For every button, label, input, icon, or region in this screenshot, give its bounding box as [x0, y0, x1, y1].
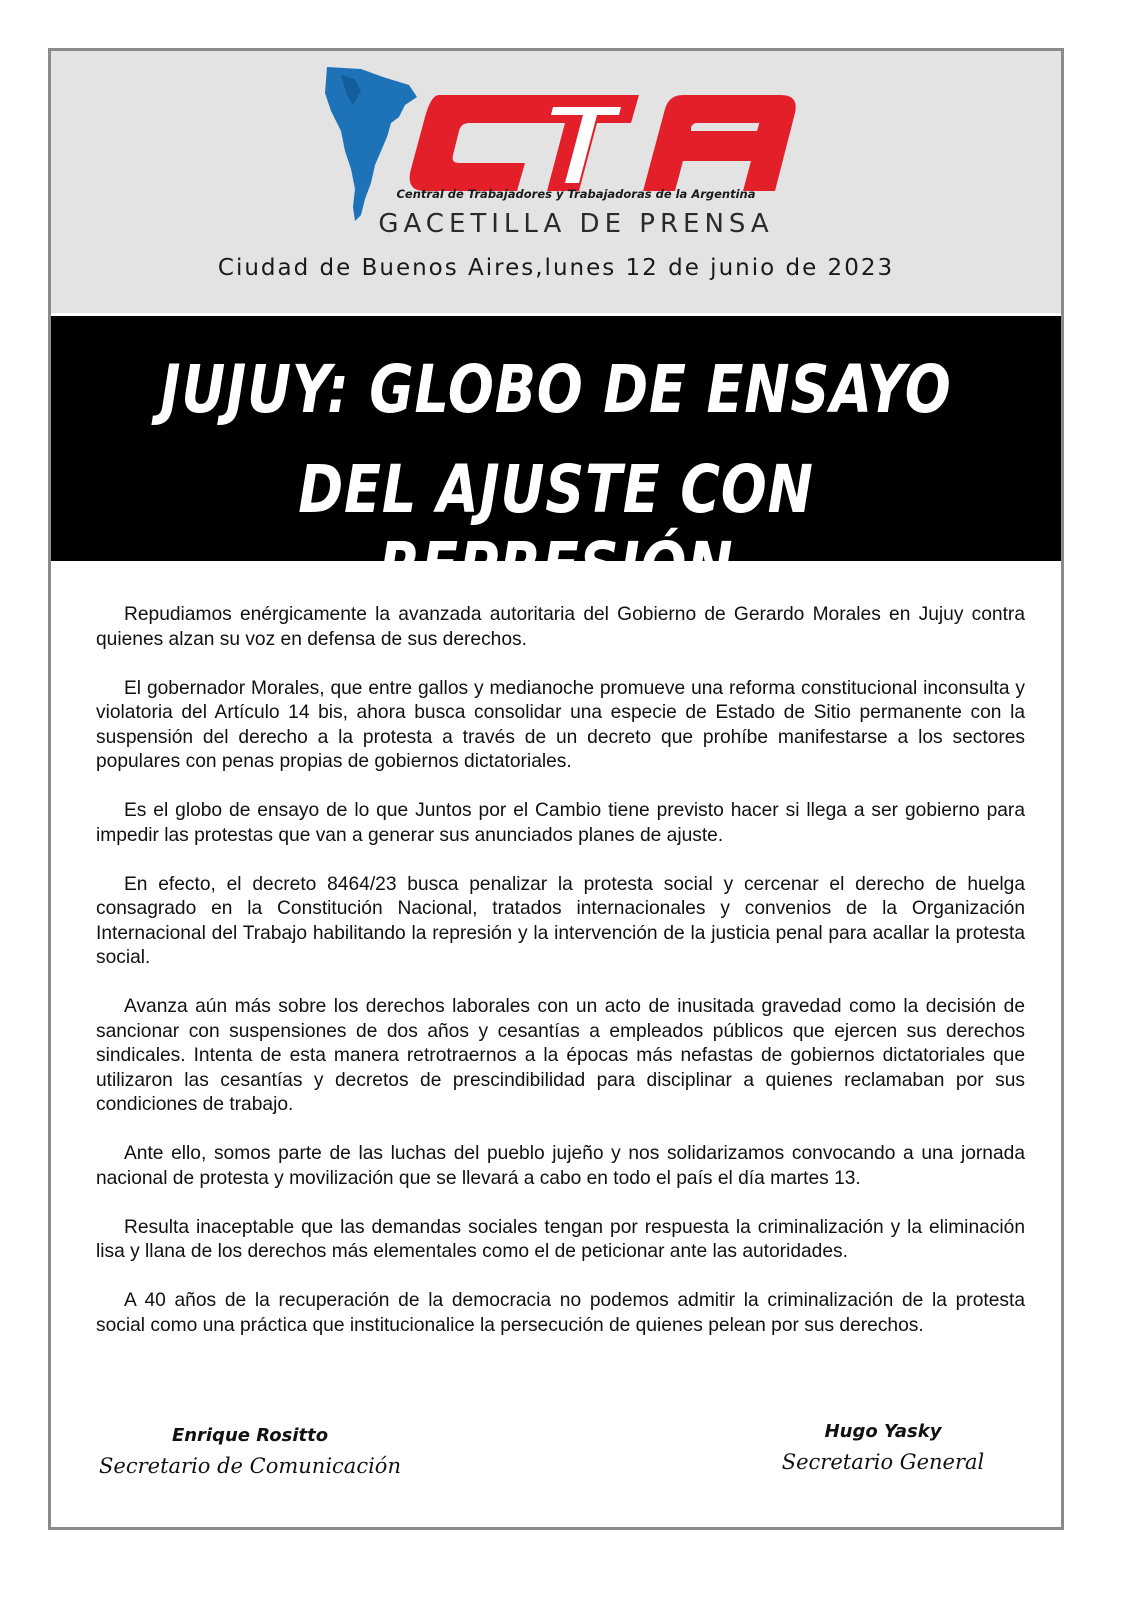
organization-name: Central de Trabajadores y Trabajadoras de la Argentina [396, 187, 756, 201]
signatory-role: Secretario de Comunicación [99, 1454, 401, 1478]
paragraph: Resulta inaceptable que las demandas sociales tengan por respuesta la criminalización y la eliminación lisa y llana de los derechos más elementales como el de peticionar ante las autoridades. [96, 1216, 1025, 1262]
logo-letter-a [643, 95, 796, 191]
dateline: Ciudad de Buenos Aires,lunes 12 de junio de 2023 [217, 255, 895, 281]
signatory-name: Enrique Rositto [171, 1425, 329, 1446]
signature-block-left [95, 1425, 405, 1478]
cta-logo [321, 65, 821, 225]
paragraph: Es el globo de ensayo de lo que Juntos por el Cambio tiene previsto hacer si llega a ser gobierno para impedir las protestas que van a generar sus anunciados planes de ajuste. [96, 800, 1025, 846]
paragraph: Repudiamos enérgicamente la avanzada autoritaria del Gobierno de Gerardo Morales en Jujuy contra quienes alzan su voz en defensa de sus derechos. [96, 604, 1025, 650]
headline-line-1: JUJUY: GLOBO DE ENSAYO [160, 351, 952, 428]
paragraph: En efecto, el decreto 8464/23 busca penalizar la protesta social y cercenar el derecho de huelga consagrado en la Constitución Nacional, tratados internacionales y convenios de la Organización Internacional del Trabajo habilitando la represión y la intervención de la justicia penal para acallar la protesta social. [96, 873, 1025, 968]
signatory-role: Secretario General [781, 1450, 985, 1474]
signature-block-right [773, 1421, 993, 1474]
signatory-name: Hugo Yasky [824, 1421, 942, 1442]
paragraph: Avanza aún más sobre los derechos laborales con un acto de inusitada gravedad como la decisión de sancionar con suspensiones de dos años y cesantías a empleados públicos que ejercen sus derechos sindicales. Intenta de esta manera retrotraernos a la épocas más nefastas de gobiernos dictatoriales que utilizaron las cesantías y decretos de prescindibilidad para disciplinar a quienes reclamaban por sus condiciones de trabajo. [96, 996, 1025, 1115]
paragraph: Ante ello, somos parte de las luchas del pueblo jujeño y nos solidarizamos convocando a una jornada nacional de protesta y movilización que se llevará a cabo en todo el país el día martes 13. [96, 1143, 1025, 1189]
document-type: GACETILLA DE PRENSA [378, 209, 774, 239]
letterhead [51, 51, 1061, 313]
headline-banner [51, 316, 1061, 605]
paragraph: El gobernador Morales, que entre gallos y medianoche promueve una reforma constitucional inconsulta y violatoria del Artículo 14 bis, ahora busca consolidar una especie de Estado de Sitio permanente con la suspensión del derecho a la protesta a través de un decreto que prohíbe manifestarse a los sectores populares con penas propias de gobiernos dictatoriales. [96, 677, 1025, 772]
press-release-frame [48, 48, 1064, 1530]
paragraph: A 40 años de la recuperación de la democracia no podemos admitir la criminalización de la protesta social como una práctica que institucionalice la persecución de quienes pelean por sus derechos. [96, 1290, 1025, 1336]
headline-line-2: DEL AJUSTE CON REPRESIÓN [298, 451, 814, 605]
body-text [96, 603, 1025, 1363]
